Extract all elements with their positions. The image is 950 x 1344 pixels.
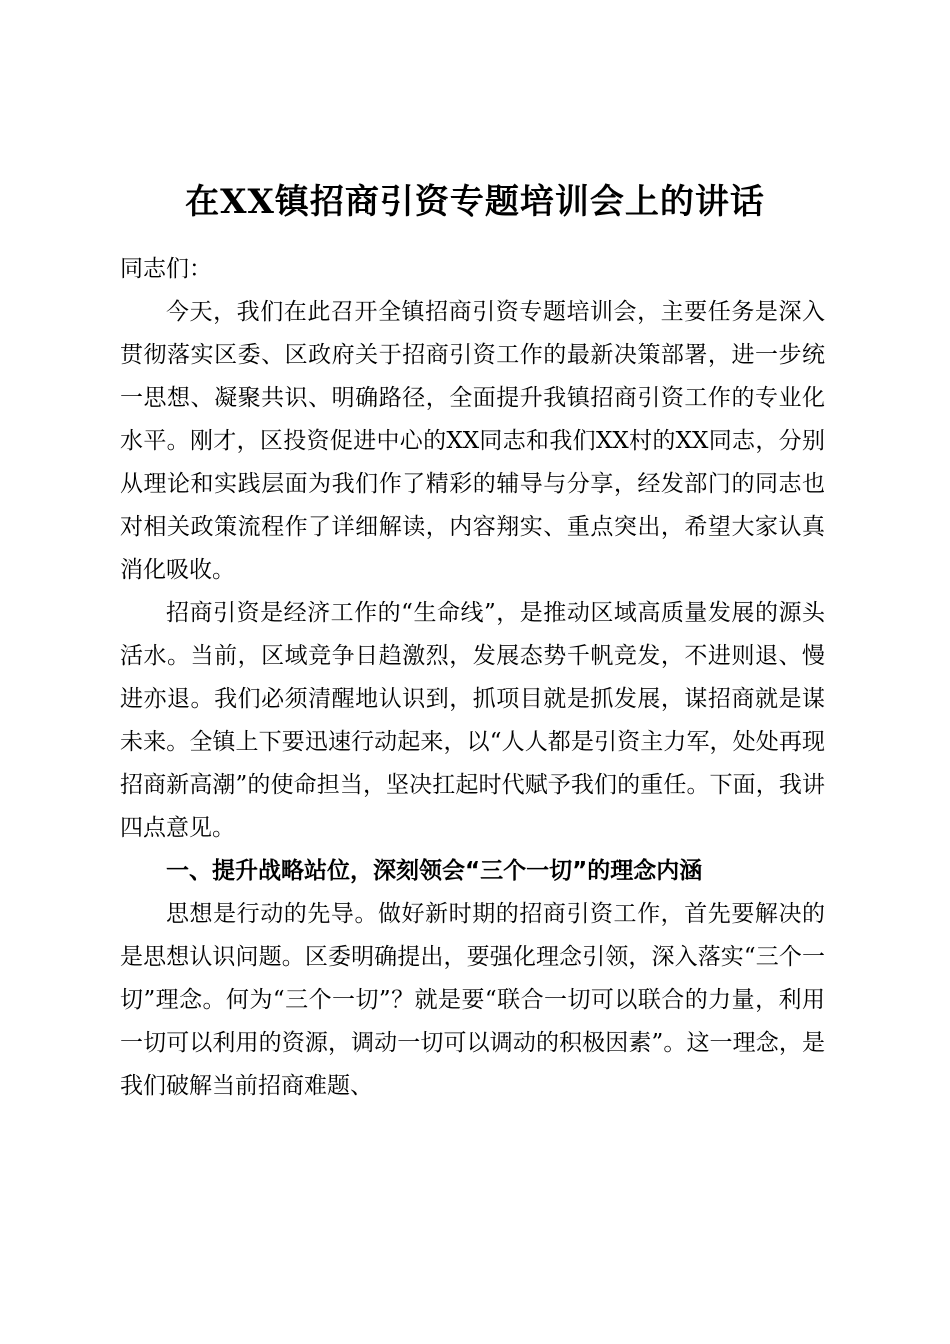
section-paragraph: 思想是行动的先导。做好新时期的招商引资工作，首先要解决的是思想认识问题。区委明确提出，要强化理念引领，深入落实“三个一切”理念。何为“三个一切”？就是要“联合一切可以联合的力量，利用一切可以利用的资源，调动一切可以调动的积极因素”。这一理念，是我们破解当前招商难题、 (120, 901, 825, 1099)
paragraph-importance: 招商引资是经济工作的“生命线”，是推动区域高质量发展的源头活水。当前，区域竞争日趋激烈，发展态势千帆竞发，不进则退、慢进亦退。我们必须清醒地认识到，抓项目就是抓发展，谋招商就是谋未来。全镇上下要迅速行动起来，以“人人都是引资主力军，处处再现招商新高潮”的使命担当，坚决扛起时代赋予我们的重任。下面，我讲四点意见。 (120, 600, 825, 841)
document-title: 在XX镇招商引资专题培训会上的讲话 (185, 182, 765, 222)
paragraph-intro: 今天，我们在此召开全镇招商引资专题培训会，主要任务是深入贯彻落实区委、区政府关于招商引资工作的最新决策部署，进一步统一思想、凝聚共识、明确路径，全面提升我镇招商引资工作的专业化水平。刚才，区投资促进中心的XX同志和我们XX村的XX同志，分别从理论和实践层面为我们作了精彩的辅导与分享，经发部门的同志也对相关政策流程作了详细解读，内容翔实、重点突出，希望大家认真消化吸收。 (120, 299, 825, 583)
section-heading: 一、提升战略站位，深刻领会“三个一切”的理念内涵 (166, 858, 703, 884)
document-body (120, 248, 825, 1108)
salutation: 同志们： (120, 256, 212, 282)
